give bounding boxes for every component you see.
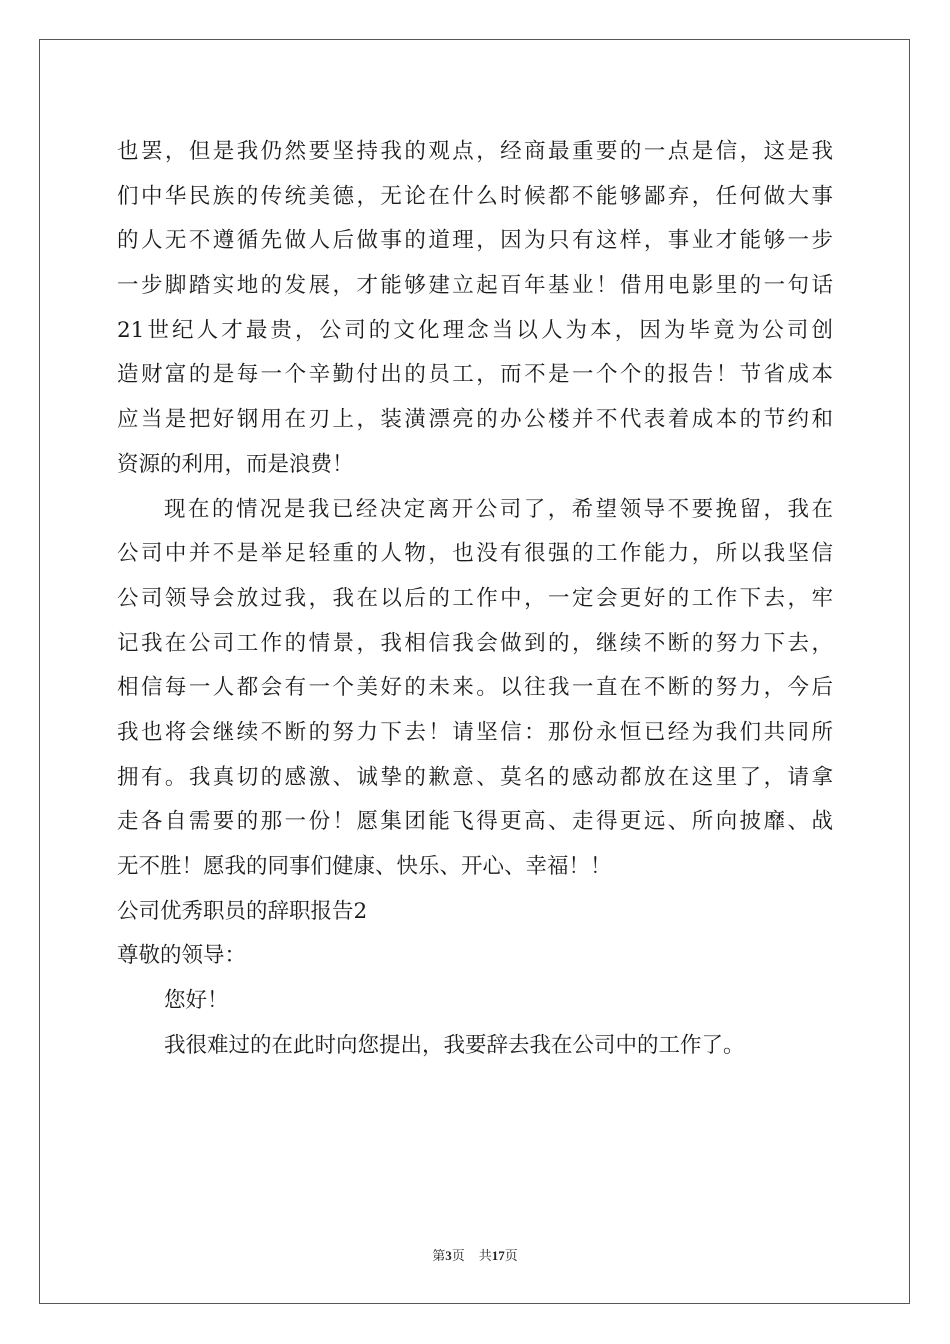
greeting: 您好！: [164, 988, 229, 1014]
paragraph-start-line: 我很难过的在此时向您提出，我要辞去我在公司中的工作了。: [164, 1032, 745, 1058]
current-page-number: 3: [445, 1248, 452, 1263]
page-footer: [0, 1246, 950, 1267]
body-line: 我也将会继续不断的努力下去！请坚信：那份永恒已经为我们共同所: [117, 719, 833, 745]
salutation: 尊敬的领导：: [117, 943, 247, 969]
body-line: 的人无不遵循先做人后做事的道理，因为只有这样，事业才能够一步: [117, 228, 833, 254]
footer-total-prefix: 共: [478, 1249, 492, 1264]
footer-total-suffix: 页: [504, 1249, 518, 1264]
body-line: 们中华民族的传统美德，无论在什么时候都不能够鄙弃，任何做大事: [117, 183, 833, 209]
body-line: 相信每一人都会有一个美好的未来。以往我一直在不断的努力，今后: [117, 675, 833, 701]
body-line: 也罢，但是我仍然要坚持我的观点，经商最重要的一点是信，这是我: [117, 139, 833, 164]
body-line: 拥有。我真切的感激、诚挚的歉意、莫名的感动都放在这里了，请拿: [117, 764, 833, 790]
total-page-count: 17: [491, 1248, 505, 1263]
body-line: 走各自需要的那一份！愿集团能飞得更高、走得更远、所向披靡、战: [117, 809, 833, 835]
footer-prefix: 第: [432, 1249, 446, 1264]
body-line: 一步脚踏实地的发展，才能够建立起百年基业！借用电影里的一句话: [117, 273, 833, 299]
paragraph-start-line: 现在的情况是我已经决定离开公司了，希望领导不要挽留，我在: [164, 496, 833, 522]
body-line: 资源的利用，而是浪费！: [117, 451, 354, 477]
body-line: 公司领导会放过我，我在以后的工作中，一定会更好的工作下去，牢: [117, 585, 833, 611]
body-line: 记我在公司工作的情景，我相信我会做到的，继续不断的努力下去，: [117, 630, 833, 656]
body-line: 公司中并不是举足轻重的人物，也没有很强的工作能力，所以我坚信: [117, 541, 833, 567]
body-line: 21世纪人才最贵，公司的文化理念当以人为本，因为毕竟为公司创: [117, 317, 833, 343]
document-body: [117, 130, 833, 1068]
section-title: 公司优秀职员的辞职报告2: [117, 898, 368, 924]
body-line: 无不胜！愿我的同事们健康、快乐、开心、幸福！！: [117, 854, 612, 879]
footer-page-suffix: 页: [451, 1249, 465, 1264]
body-line: 造财富的是每一个辛勤付出的员工，而不是一个个的报告！节省成本: [117, 362, 833, 388]
body-line: 应当是把好钢用在刃上，装潢漂亮的办公楼并不代表着成本的节约和: [117, 407, 833, 433]
